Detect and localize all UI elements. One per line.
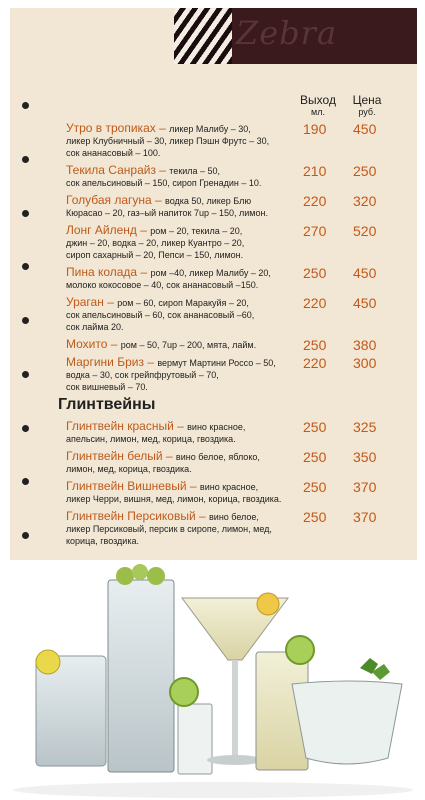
cocktails-item: Маргини Бриз – вермут Мартини Россо – 50, водка – 30, сок грейпфрутовый – 70, сок вишневый – 70. xyxy=(66,356,306,393)
mulled-ingredients-line: лимон, мед, корица, гвоздика. xyxy=(66,464,192,474)
cocktails-item: Голубая лагуна – водка 50, ликер Блю Кюрасао – 20, газ–ый напиток 7up – 150, лимон. xyxy=(66,194,306,219)
binder-hole xyxy=(22,263,29,270)
binder-hole xyxy=(22,210,29,217)
mulled-name: Глинтвейн Персиковый xyxy=(66,509,196,523)
mulled-item: Глинтвейн красный – вино красное, апельсин, лимон, мед, корица, гвоздика. xyxy=(66,420,306,445)
cocktails-volume: 220 xyxy=(303,355,327,371)
mulled-price: 325 xyxy=(353,419,377,435)
header-band xyxy=(174,8,417,64)
binder-hole xyxy=(22,102,29,109)
mulled-volume: 250 xyxy=(303,449,327,465)
cocktails-ingredients: водка 50, ликер Блю xyxy=(165,196,252,206)
binder-hole xyxy=(22,156,29,163)
cocktails-ingredients-line: Кюрасао – 20, газ–ый напиток 7up – 150, лимон. xyxy=(66,208,268,218)
cocktails-name: Мохито xyxy=(66,337,108,351)
brand-logo: Zebra xyxy=(236,14,338,52)
cocktails-item: Ураган – ром – 60, сироп Маракуйя – 20, сок апельсиновый – 60, сок ананасовый –60, сок лайма 20. xyxy=(66,296,306,333)
mulled-volume: 250 xyxy=(303,419,327,435)
cocktails-item: Утро в тропиках – ликер Малибу – 30, ликер Клубничный – 30, ликер Пэшн Фрутс – 30, сок ананасовый – 100. xyxy=(66,122,306,159)
cocktails-item: Пина колада – ром –40, ликер Малибу – 20, молоко кокосовое – 40, сок ананасовый –150. xyxy=(66,266,306,291)
binder-hole xyxy=(22,317,29,324)
cocktails-ingredients-line: водка – 30, сок грейпфрутовый – 70, xyxy=(66,370,219,380)
cocktails-ingredients-line: сок апельсиновый – 60, сок ананасовый –60, xyxy=(66,310,255,320)
binder-hole xyxy=(22,532,29,539)
cocktails-name: Маргини Бриз xyxy=(66,355,144,369)
cocktails-price: 450 xyxy=(353,265,377,281)
mulled-name: Глинтвейн белый xyxy=(66,449,163,463)
cocktails-photo xyxy=(10,560,417,800)
cocktails-ingredients: ром – 20, текила – 20, xyxy=(150,226,243,236)
cocktails-ingredients-line: сироп сахарный – 20, Пепси – 150, лимон. xyxy=(66,250,244,260)
cocktails-price: 300 xyxy=(353,355,377,371)
mulled-item: Глинтвейн Персиковый – вино белое, ликер Персиковый, персик в сиропе, лимон, мед, корица, гвоздика. xyxy=(66,510,306,547)
cocktails-ingredients-line: джин – 20, водка – 20, ликер Куантро – 20, xyxy=(66,238,245,248)
cocktails-ingredients-line: сок апельсиновый – 150, сироп Гренадин – 10. xyxy=(66,178,262,188)
mulled-name: Глинтвейн красный xyxy=(66,419,174,433)
cocktails-ingredients-line: сок вишневый – 70. xyxy=(66,382,148,392)
cocktail-glasses-image xyxy=(10,560,417,800)
cocktails-name: Текила Санрайз xyxy=(66,163,156,177)
cocktails-item: Лонг Айленд – ром – 20, текила – 20, джин – 20, водка – 20, ликер Куантро – 20, сироп сахарный – 20, Пепси – 150, лимон. xyxy=(66,224,306,261)
cocktails-price: 380 xyxy=(353,337,377,353)
zebra-pattern-icon xyxy=(174,8,232,64)
cocktails-price: 450 xyxy=(353,121,377,137)
cocktails-price: 450 xyxy=(353,295,377,311)
mulled-wine-section-title: Глинтвейны xyxy=(58,396,156,413)
cocktails-ingredients: ром – 50, 7up – 200, мята, лайм. xyxy=(120,340,257,350)
binder-hole xyxy=(22,478,29,485)
cocktails-ingredients-line: ликер Клубничный – 30, ликер Пэшн Фрутс – 30, xyxy=(66,136,270,146)
cocktails-ingredients-line: сок лайма 20. xyxy=(66,322,124,332)
cocktails-ingredients: ликер Малибу – 30, xyxy=(169,124,251,134)
cocktails-volume: 220 xyxy=(303,193,327,209)
mulled-ingredients: вино белое, яблоко, xyxy=(175,452,260,462)
cocktails-ingredients-line: молоко кокосовое – 40, сок ананасовый –150. xyxy=(66,280,259,290)
cocktails-price: 520 xyxy=(353,223,377,239)
cocktails-name: Пина колада xyxy=(66,265,138,279)
cocktails-item: Текила Санрайз – текила – 50, сок апельсиновый – 150, сироп Гренадин – 10. xyxy=(66,164,306,189)
mulled-ingredients: вино белое, xyxy=(209,512,259,522)
mulled-item: Глинтвейн белый – вино белое, яблоко, лимон, мед, корица, гвоздика. xyxy=(66,450,306,475)
cocktails-ingredients-line: сок ананасовый – 100. xyxy=(66,148,161,158)
mulled-ingredients-line: апельсин, лимон, мед, корица, гвоздика. xyxy=(66,434,236,444)
mulled-volume: 250 xyxy=(303,479,327,495)
cocktails-ingredients: вермут Мартини Россо – 50, xyxy=(157,358,276,368)
cocktails-volume: 270 xyxy=(303,223,327,239)
mulled-ingredients-line: ликер Черри, вишня, мед, лимон, корица, гвоздика. xyxy=(66,494,282,504)
cocktails-price: 250 xyxy=(353,163,377,179)
cocktails-ingredients: ром –40, ликер Малибу – 20, xyxy=(150,268,271,278)
mulled-name: Глинтвейн Вишневый xyxy=(66,479,187,493)
cocktails-price: 320 xyxy=(353,193,377,209)
cocktails-name: Лонг Айленд xyxy=(66,223,137,237)
cocktails-name: Голубая лагуна xyxy=(66,193,152,207)
cocktails-name: Ураган xyxy=(66,295,104,309)
mulled-price: 350 xyxy=(353,449,377,465)
volume-column-header: Выход мл. xyxy=(300,93,336,117)
mulled-ingredients-line: корица, гвоздика. xyxy=(66,536,139,546)
mulled-ingredients: вино красное, xyxy=(187,422,246,432)
cocktails-volume: 190 xyxy=(303,121,327,137)
cocktails-volume: 210 xyxy=(303,163,327,179)
cocktails-volume: 220 xyxy=(303,295,327,311)
mulled-ingredients-line: ликер Персиковый, персик в сиропе, лимон, мед, xyxy=(66,524,272,534)
mulled-price: 370 xyxy=(353,509,377,525)
binder-hole xyxy=(22,425,29,432)
binder-hole xyxy=(22,371,29,378)
mulled-volume: 250 xyxy=(303,509,327,525)
cocktails-volume: 250 xyxy=(303,265,327,281)
cocktails-ingredients: текила – 50, xyxy=(169,166,221,176)
cocktails-name: Утро в тропиках xyxy=(66,121,156,135)
cocktails-ingredients: ром – 60, сироп Маракуйя – 20, xyxy=(117,298,249,308)
price-column-header: Цена руб. xyxy=(352,93,382,117)
mulled-item: Глинтвейн Вишневый – вино красное, ликер Черри, вишня, мед, лимон, корица, гвоздика. xyxy=(66,480,306,505)
cocktails-item: Мохито – ром – 50, 7up – 200, мята, лайм. xyxy=(66,337,257,351)
cocktails-volume: 250 xyxy=(303,337,327,353)
mulled-ingredients: вино красное, xyxy=(199,482,259,492)
mulled-price: 370 xyxy=(353,479,377,495)
